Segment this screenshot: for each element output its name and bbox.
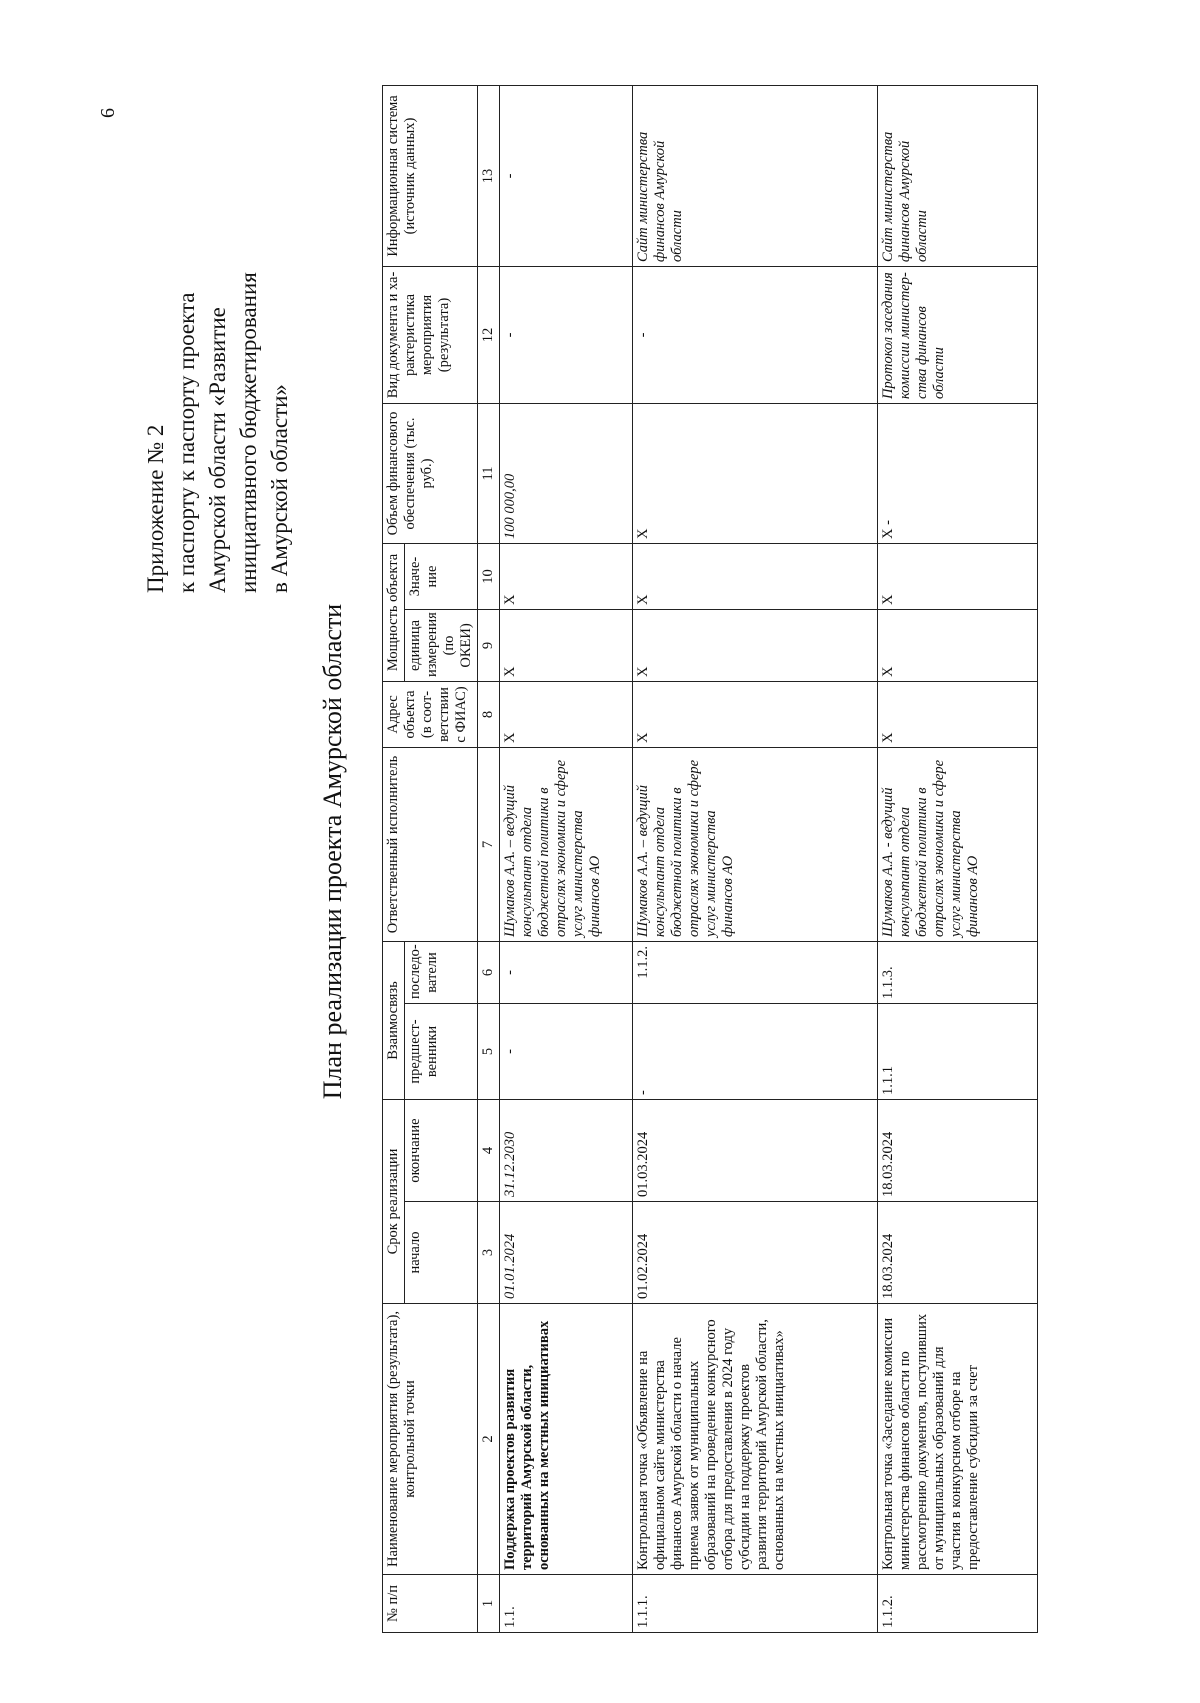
row-info-system: -	[500, 85, 633, 266]
row-predecessors: 1.1.1	[878, 1004, 1038, 1100]
column-number: 8	[478, 681, 500, 747]
header-name: Наименование мероприятия (результата), контрольной точки	[383, 1304, 478, 1575]
plan-title: План реализации проекта Амурской области	[318, 603, 347, 1100]
header-value: Значе-ние	[405, 543, 478, 609]
header-info-system: Информационная система (источник данных)	[383, 85, 478, 266]
column-number: 1	[478, 1575, 500, 1633]
column-number: 10	[478, 543, 500, 609]
header-end: окончание	[405, 1100, 478, 1202]
row-value: X	[633, 543, 878, 609]
header-predecessors: предшест-венники	[405, 1004, 478, 1100]
annex-line-2: к паспорту к паспорту проекта	[174, 292, 199, 593]
row-end: 01.03.2024	[633, 1100, 878, 1202]
row-address: X	[878, 681, 1038, 747]
row-unit: X	[633, 609, 878, 681]
row-successors: -	[500, 941, 633, 1003]
row-start: 01.02.2024	[633, 1202, 878, 1304]
row-address: X	[633, 681, 878, 747]
row-document: -	[633, 266, 878, 403]
row-address: X	[500, 681, 633, 747]
column-number: 13	[478, 85, 500, 266]
row-end: 31.12.2030	[500, 1100, 633, 1202]
column-number: 3	[478, 1202, 500, 1304]
row-value: X	[878, 543, 1038, 609]
row-predecessors: -	[500, 1004, 633, 1100]
header-finance: Объем финансового обеспечения (тыс. руб.)	[383, 403, 478, 543]
header-responsible: Ответственный исполнитель	[383, 747, 478, 941]
header-power: Мощность объекта	[383, 543, 405, 681]
column-number: 4	[478, 1100, 500, 1202]
row-num: 1.1.2.	[878, 1575, 1038, 1633]
row-num: 1.1.1.	[633, 1575, 878, 1633]
row-finance: 100 000,00	[500, 403, 633, 543]
column-number: 11	[478, 403, 500, 543]
row-finance: X	[633, 403, 878, 543]
row-responsible: Шумаков А.А. – ведущий консультант отдела бюджетной политики в отраслях экономики и сфере услуг министерства финансов АО	[500, 747, 633, 941]
row-successors: 1.1.3.	[878, 941, 1038, 1003]
table-row	[500, 85, 633, 1632]
header-row-1	[383, 85, 405, 1632]
row-num: 1.1.	[500, 1575, 633, 1633]
column-number: 6	[478, 941, 500, 1003]
header-num: № п/п	[383, 1575, 478, 1633]
row-unit: X	[500, 609, 633, 681]
row-document: Протокол заседания комиссии министер-ства финансов области	[878, 266, 1038, 403]
row-document: -	[500, 266, 633, 403]
row-finance: X -	[878, 403, 1038, 543]
column-number: 7	[478, 747, 500, 941]
header-unit: единица измерения (по ОКЕИ)	[405, 609, 478, 681]
row-start: 18.03.2024	[878, 1202, 1038, 1304]
header-document: Вид документа и ха-рактеристика мероприятия (результата)	[383, 266, 478, 403]
header-start: начало	[405, 1202, 478, 1304]
row-info-system: Сайт министерства финансов Амурской области	[878, 85, 1038, 266]
row-successors: 1.1.2.	[633, 941, 878, 1003]
header-successors: последо-ватели	[405, 941, 478, 1003]
column-numbers-row	[478, 85, 500, 1632]
column-number: 9	[478, 609, 500, 681]
annex-line-1: Приложение № 2	[143, 424, 168, 593]
column-number: 5	[478, 1004, 500, 1100]
row-responsible: Шумаков А.А. – ведущий консультант отдела бюджетной политики в отраслях экономики и сфере услуг министерства финансов АО	[633, 747, 878, 941]
row-value: X	[500, 543, 633, 609]
column-number: 2	[478, 1304, 500, 1575]
row-name: Контрольная точка «Заседание комиссии министерства финансов области по рассмотрению документов, поступивших от муниципальных образований для участия в конкурсном отборе на предоставление субсидии за счет	[878, 1304, 1038, 1575]
row-responsible: Шумаков А.А. - ведущий консультант отдела бюджетной политики в отраслях экономики и сфере услуг министерства финансов АО	[878, 747, 1038, 941]
column-number: 12	[478, 266, 500, 403]
annex-heading	[140, 173, 295, 593]
header-link: Взаимосвязь	[383, 941, 405, 1099]
header-term: Срок реализации	[383, 1100, 405, 1304]
annex-line-3: Амурской области «Развитие	[205, 307, 230, 593]
row-end: 18.03.2024	[878, 1100, 1038, 1202]
row-unit: X	[878, 609, 1038, 681]
page-number: 6	[97, 108, 119, 118]
annex-line-4: инициативного бюджетирования	[236, 272, 261, 593]
table-row	[878, 85, 1038, 1632]
row-name: Поддержка проектов развития территорий Амурской области, основанных на местных инициативах	[500, 1304, 633, 1575]
annex-line-5: в Амурской области»	[267, 384, 292, 593]
row-name: Контрольная точка «Объявление на официальном сайте министерства финансов Амурской области о начале приема заявок от муниципальных образований на проведение конкурсного отбора для предоставления в 2024 году субсидии на поддержку проектов развития территорий Амурской области, основанных на местных инициативах»	[633, 1304, 878, 1575]
row-start: 01.01.2024	[500, 1202, 633, 1304]
table-row	[633, 85, 878, 1632]
row-predecessors: -	[633, 1004, 878, 1100]
row-info-system: Сайт министерства финансов Амурской области	[633, 85, 878, 266]
plan-table	[382, 85, 1038, 1633]
header-address: Адрес объекта (в соот-ветствии с ФИАС)	[383, 681, 478, 747]
